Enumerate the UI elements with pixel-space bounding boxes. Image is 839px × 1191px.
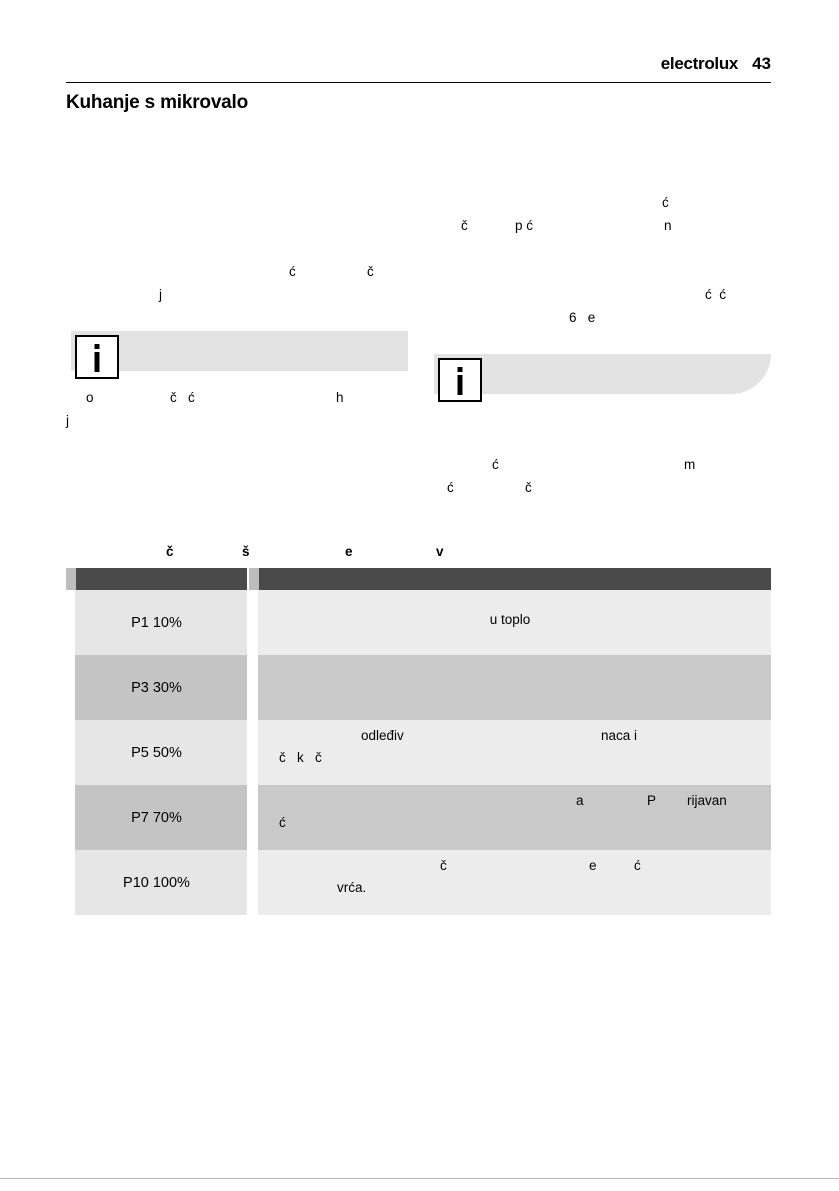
table-column-header: e [345,544,353,559]
info-icon-left [75,335,119,379]
description-text: e [589,858,597,873]
header-divider [66,82,771,83]
description-text: rijavan [687,793,727,808]
power-level-cell [66,720,247,785]
table-row [66,655,771,720]
body-text-fragment: ć [289,264,296,279]
table-row [66,785,771,850]
description-cell [249,785,771,850]
description-cell [249,568,771,590]
body-text-fragment: h [336,390,344,405]
page-title: Kuhanje s mikrovalo [66,92,249,113]
description-text: u toplo [489,612,531,627]
table-column-header: š [242,544,250,559]
body-text-fragment: m [684,457,696,472]
description-text: naca i [601,728,638,743]
description-text: ć [279,815,286,830]
body-text-fragment: n [664,218,672,233]
power-level-label: P7 70% [131,809,182,826]
description-text: a [576,793,584,808]
body-text-fragment: p ć [515,218,534,233]
footer-divider [0,1178,839,1179]
body-text-fragment: č ć [170,390,195,405]
description-text: ć [634,858,641,873]
description-text: P [647,793,657,808]
power-level-cell [66,785,247,850]
power-level-cell [66,850,247,915]
power-levels-table [66,544,771,915]
page-number: 43 [752,54,771,73]
body-text-fragment: ć [492,457,499,472]
body-text-fragment: ć [662,195,669,210]
table-row [66,850,771,915]
description-cell [249,720,771,785]
description-cell [249,590,771,655]
body-text-fragment: č [525,480,532,495]
body-text-fragment: ć [447,480,454,495]
body-text-fragment: ć ć [705,287,727,302]
table-column-header: č [166,544,174,559]
brand-logo: electrolux [660,54,739,73]
info-icon-right [438,358,482,402]
power-level-label: P1 10% [131,614,182,631]
description-text: odleđiv [361,728,404,743]
body-text-fragment: o [86,390,94,405]
table-row [66,590,771,655]
body-text-fragment: 6 e [569,310,596,325]
description-text: č k č [279,750,322,765]
power-level-cell [66,590,247,655]
power-level-cell [66,655,247,720]
table-header-labels [66,544,771,564]
body-text-fragment: č [367,264,374,279]
body-text-fragment: č [461,218,468,233]
power-level-cell [66,568,247,590]
note-box-right-tail [696,354,771,394]
description-cell [249,850,771,915]
page-header [66,54,771,84]
power-level-label: P10 100% [123,874,190,891]
table-row [66,720,771,785]
power-level-label: P5 50% [131,744,182,761]
table-column-header: v [436,544,444,559]
description-cell [249,655,771,720]
description-text: č [440,858,447,873]
body-text-fragment: j [159,287,162,302]
table-header-row [66,568,771,590]
description-text: vrća. [337,880,367,895]
body-text-fragment: j [66,413,69,428]
table-body [66,568,771,915]
power-level-label: P3 30% [131,679,182,696]
note-box-left [71,331,408,371]
